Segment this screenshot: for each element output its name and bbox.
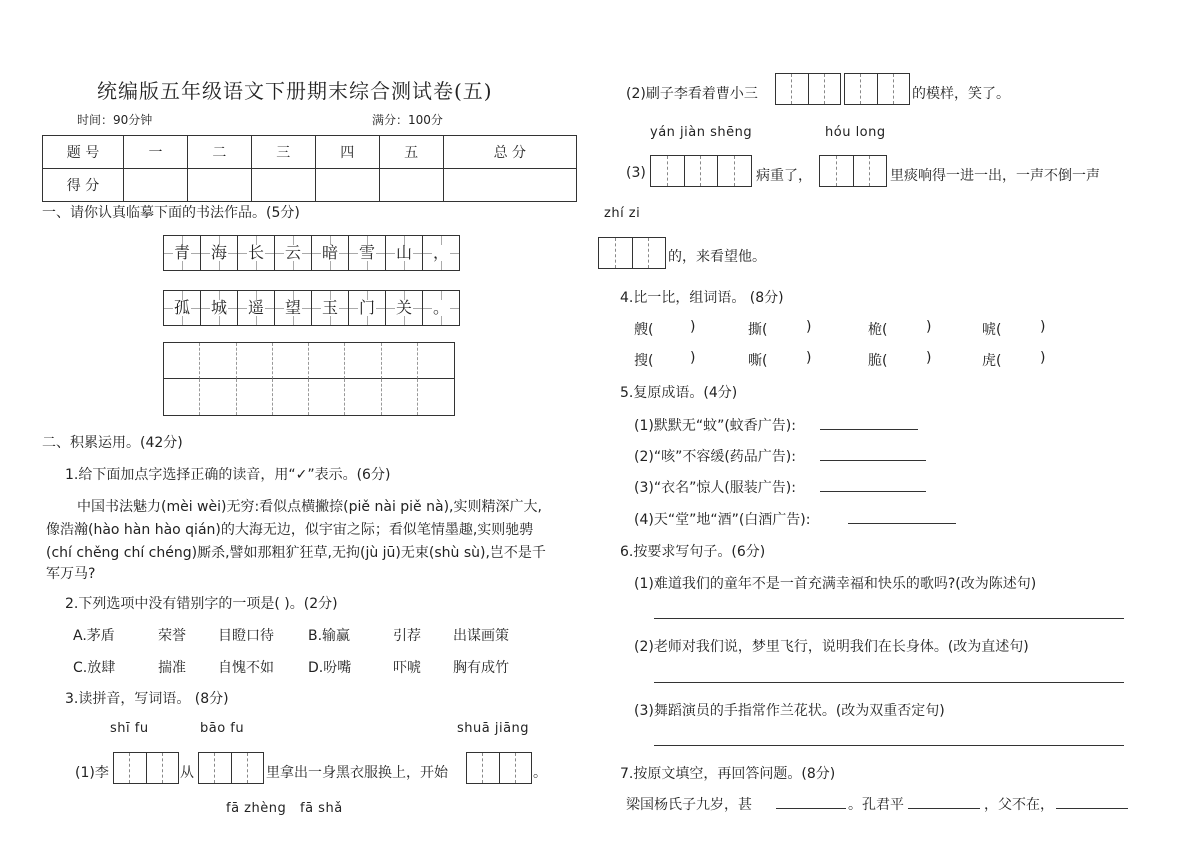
q3-2-text: (2)刷子李看着曹小三 bbox=[626, 86, 758, 102]
q7-text: 梁国杨氏子九岁，甚 bbox=[626, 797, 752, 813]
word-item: 撕( bbox=[748, 322, 768, 338]
answer-line[interactable] bbox=[908, 808, 980, 809]
score-table bbox=[42, 135, 577, 202]
q3-3-text: 里痰响得一进一出，一声不倒一声 bbox=[890, 168, 1100, 184]
q7-text: 。孔君平 bbox=[848, 797, 904, 813]
answer-box[interactable] bbox=[819, 155, 887, 187]
answer-line[interactable] bbox=[820, 429, 918, 430]
option-d-1: D.吩嘴 bbox=[308, 660, 352, 676]
sentence-task: (1)难道我们的童年不是一首充满幸福和快乐的歌吗?(改为陈述句) bbox=[634, 576, 1037, 592]
grid-cell: 青 bbox=[164, 236, 201, 270]
option-c-2: 揣准 bbox=[158, 660, 186, 676]
grid-cell: 海 bbox=[201, 236, 238, 270]
word-item: 桅( bbox=[868, 322, 888, 338]
answer-line[interactable] bbox=[848, 523, 956, 524]
grid-cell: 城 bbox=[201, 291, 238, 325]
option-d-3: 胸有成竹 bbox=[453, 660, 509, 676]
option-c-1: C.放肆 bbox=[73, 660, 116, 676]
score-table-row bbox=[43, 169, 577, 202]
grid-cell: 雪 bbox=[349, 236, 386, 270]
idiom-prompt: (3)“衣名”惊人(服装广告): bbox=[634, 480, 796, 496]
grid-cell: 。 bbox=[423, 291, 459, 325]
question-1: 1.给下面加点字选择正确的读音，用“✓”表示。(6分) bbox=[65, 467, 391, 483]
table-header: 题 号 bbox=[43, 136, 124, 169]
q3-1-text: (1)李 bbox=[75, 765, 109, 781]
grid-cell: ， bbox=[423, 236, 459, 270]
score-cell[interactable] bbox=[315, 169, 379, 202]
score-cell[interactable] bbox=[251, 169, 315, 202]
question-3: 3.读拼音，写词语。 (8分) bbox=[65, 691, 229, 707]
table-row-label: 得 分 bbox=[43, 169, 124, 202]
paren: ) bbox=[1040, 319, 1046, 335]
score-cell[interactable] bbox=[379, 169, 443, 202]
full-score: 满分：100分 bbox=[372, 113, 443, 127]
exam-time: 时间：90分钟 bbox=[77, 113, 153, 127]
table-header: 五 bbox=[379, 136, 443, 169]
grid-cell: 门 bbox=[349, 291, 386, 325]
score-cell[interactable] bbox=[124, 169, 188, 202]
answer-line[interactable] bbox=[654, 745, 1124, 746]
q3-3-text: (3) bbox=[626, 165, 646, 181]
sentence-task: (2)老师对我们说，梦里飞行，说明我们在长身体。(改为直述句) bbox=[634, 639, 1029, 655]
paren: ) bbox=[690, 350, 696, 366]
grid-cell: 云 bbox=[275, 236, 312, 270]
score-table-header-row bbox=[43, 136, 577, 169]
answer-box[interactable] bbox=[198, 752, 264, 784]
score-cell[interactable] bbox=[187, 169, 251, 202]
word-item: 虎( bbox=[982, 353, 1002, 369]
q3-1-text: 里拿出一身黑衣服换上，开始 bbox=[266, 765, 448, 781]
idiom-prompt: (4)天“堂”地“酒”(白酒广告): bbox=[634, 512, 811, 528]
answer-line[interactable] bbox=[654, 618, 1124, 619]
paren: ) bbox=[806, 350, 812, 366]
word-item: 脆( bbox=[868, 353, 888, 369]
option-a-2: 荣誉 bbox=[158, 628, 186, 644]
q7-text: ，父不在， bbox=[984, 797, 1054, 813]
word-item: 唬( bbox=[982, 322, 1002, 338]
option-a-3: 目瞪口待 bbox=[218, 628, 274, 644]
question-6: 6.按要求写句子。(6分) bbox=[620, 544, 766, 560]
answer-box[interactable] bbox=[598, 237, 666, 269]
q1-paragraph-line: 中国书法魅力(mèi wèi)无穷:看似点横撇捺(piě nài piě nà),实则精深广大, bbox=[77, 499, 542, 515]
calligraphy-line-1 bbox=[163, 235, 460, 271]
question-4: 4.比一比，组词语。 (8分) bbox=[620, 290, 784, 306]
question-7: 7.按原文填空，再回答问题。(8分) bbox=[620, 766, 836, 782]
answer-line[interactable] bbox=[820, 460, 926, 461]
q1-paragraph-line: 军万马? bbox=[46, 566, 96, 582]
section-1-heading: 一、请你认真临摹下面的书法作品。(5分) bbox=[42, 205, 300, 221]
answer-line[interactable] bbox=[1056, 808, 1128, 809]
table-header: 一 bbox=[124, 136, 188, 169]
pinyin: bāo fu bbox=[200, 721, 245, 736]
page-title: 统编版五年级语文下册期末综合测试卷(五) bbox=[97, 79, 493, 103]
grid-cell: 山 bbox=[386, 236, 423, 270]
section-2-heading: 二、积累运用。(42分) bbox=[42, 435, 183, 451]
table-header: 二 bbox=[187, 136, 251, 169]
grid-cell: 关 bbox=[386, 291, 423, 325]
option-c-3: 自愧不如 bbox=[218, 660, 274, 676]
idiom-prompt: (1)默默无“蚊”(蚊香广告): bbox=[634, 418, 796, 434]
practice-grid[interactable] bbox=[163, 342, 455, 416]
idiom-prompt: (2)“咳”不容缓(药品广告): bbox=[634, 449, 796, 465]
paren: ) bbox=[690, 319, 696, 335]
score-cell[interactable] bbox=[443, 169, 576, 202]
option-b-2: 引荐 bbox=[393, 628, 421, 644]
option-a-1: A.茅盾 bbox=[73, 628, 115, 644]
answer-box[interactable] bbox=[775, 73, 841, 105]
q3-2-text: 的模样，笑了。 bbox=[912, 86, 1010, 102]
calligraphy-line-2 bbox=[163, 290, 460, 326]
option-b-3: 出谋画策 bbox=[453, 628, 509, 644]
q3-3-text: 病重了， bbox=[756, 168, 812, 184]
table-header: 四 bbox=[315, 136, 379, 169]
grid-cell: 遥 bbox=[238, 291, 275, 325]
q3-1-text: 。 bbox=[533, 765, 547, 781]
grid-cell: 长 bbox=[238, 236, 275, 270]
grid-cell: 孤 bbox=[164, 291, 201, 325]
table-header: 总 分 bbox=[443, 136, 576, 169]
answer-line[interactable] bbox=[654, 682, 1124, 683]
pinyin: yán jiàn shēng bbox=[650, 125, 753, 140]
paren: ) bbox=[806, 319, 812, 335]
q3-1-text: 从 bbox=[180, 765, 194, 781]
pinyin: shī fu bbox=[110, 721, 149, 736]
q1-paragraph-line: (chí chěng chí chéng)厮杀,譬如那粗犷狂草,无拘(jù jū)无束(shù sù),岂不是千 bbox=[46, 545, 546, 561]
pinyin: hóu long bbox=[825, 125, 886, 140]
pinyin: zhí zi bbox=[604, 206, 641, 221]
paren: ) bbox=[1040, 350, 1046, 366]
answer-box[interactable] bbox=[113, 752, 179, 784]
paren: ) bbox=[926, 319, 932, 335]
grid-cell: 玉 bbox=[312, 291, 349, 325]
pinyin: fā zhèng bbox=[226, 801, 287, 816]
paren: ) bbox=[926, 350, 932, 366]
word-item: 嘶( bbox=[748, 353, 768, 369]
question-2: 2.下列选项中没有错别字的一项是( )。(2分) bbox=[65, 596, 338, 612]
pinyin: shuā jiāng bbox=[457, 721, 530, 736]
option-b-1: B.输赢 bbox=[308, 628, 351, 644]
q3-3-text: 的，来看望他。 bbox=[668, 249, 766, 265]
grid-cell: 望 bbox=[275, 291, 312, 325]
answer-line[interactable] bbox=[820, 491, 926, 492]
q1-paragraph-line: 像浩瀚(hào hàn hào qián)的大海无边，似宇宙之际；看似笔情墨趣,实则驰骋 bbox=[46, 522, 534, 538]
answer-line[interactable] bbox=[776, 808, 846, 809]
answer-box[interactable] bbox=[466, 752, 532, 784]
table-header: 三 bbox=[251, 136, 315, 169]
word-item: 艘( bbox=[634, 322, 654, 338]
sentence-task: (3)舞蹈演员的手指常作兰花状。(改为双重否定句) bbox=[634, 703, 945, 719]
pinyin: fā shǎ bbox=[300, 801, 343, 816]
question-5: 5.复原成语。(4分) bbox=[620, 385, 738, 401]
option-d-2: 吓唬 bbox=[393, 660, 421, 676]
grid-cell: 暗 bbox=[312, 236, 349, 270]
word-item: 搜( bbox=[634, 353, 654, 369]
answer-box[interactable] bbox=[844, 73, 910, 105]
answer-box[interactable] bbox=[650, 155, 752, 187]
